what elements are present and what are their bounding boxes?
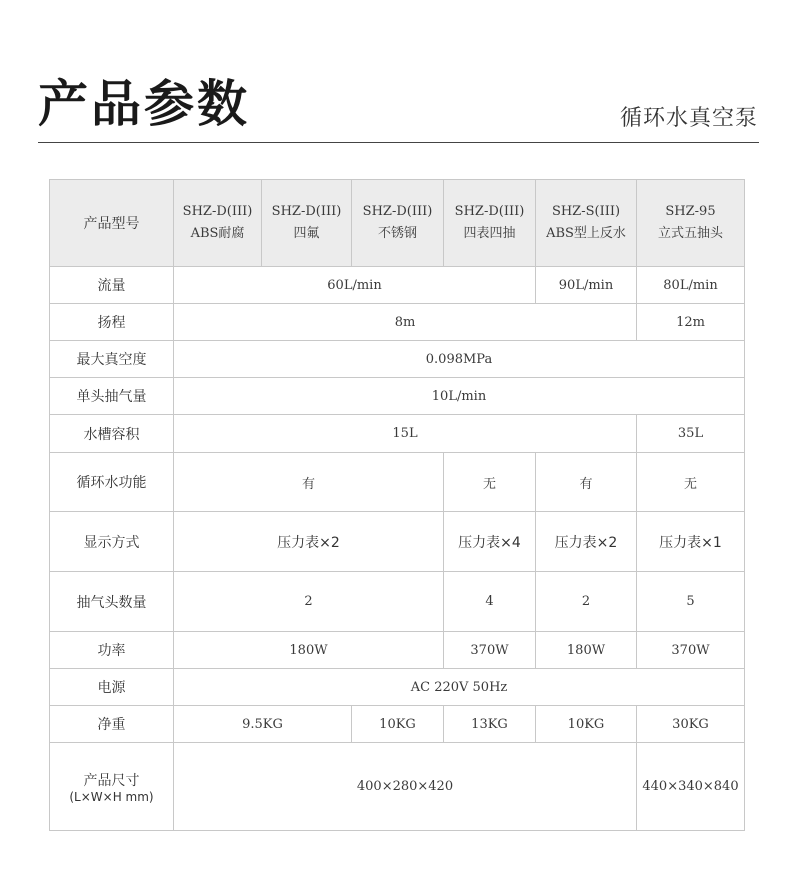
table-cell: 5: [637, 572, 745, 632]
model-cell: [262, 180, 352, 267]
table-cell: 370W: [444, 632, 536, 669]
row-label: 水槽容积: [50, 415, 174, 453]
title-divider: [38, 142, 759, 143]
row-label: 功率: [50, 632, 174, 669]
table-cell: 无: [637, 453, 745, 512]
model-desc: 立式五抽头: [657, 226, 723, 241]
size-label: 产品尺寸: [83, 772, 140, 789]
table-cell: 0.098MPa: [174, 341, 745, 378]
model-cell: [637, 180, 745, 267]
table-cell: 有: [536, 453, 637, 512]
table-cell: 90L/min: [536, 267, 637, 304]
model-desc: ABS型上反水: [546, 226, 626, 241]
model-name: SHZ-D(III): [454, 204, 525, 219]
table-cell: 60L/min: [174, 267, 536, 304]
table-cell: 13KG: [444, 706, 536, 743]
table-cell: 9.5KG: [174, 706, 352, 743]
table-row-circulation: [50, 453, 745, 512]
table-row-weight: [50, 706, 745, 743]
table-row-tank: [50, 415, 745, 453]
model-name: SHZ-S(III): [551, 204, 621, 219]
table-cell: 压力表×2: [174, 512, 444, 572]
table-row-head: [50, 304, 745, 341]
table-cell: 无: [444, 453, 536, 512]
table-cell: 180W: [174, 632, 444, 669]
page-subtitle: 循环水真空泵: [619, 106, 758, 131]
model-cell: [536, 180, 637, 267]
table-cell: 15L: [174, 415, 637, 453]
model-name: SHZ-95: [665, 204, 716, 219]
model-cell: [444, 180, 536, 267]
table-cell: 440×340×840: [637, 743, 745, 831]
row-label: 显示方式: [50, 512, 174, 572]
model-desc: 不锈钢: [377, 226, 417, 241]
model-name: SHZ-D(III): [362, 204, 433, 219]
table-cell: 压力表×1: [637, 512, 745, 572]
table-cell: 10L/min: [174, 378, 745, 415]
table-row-supply: [50, 669, 745, 706]
row-label: 扬程: [50, 304, 174, 341]
row-label: 电源: [50, 669, 174, 706]
row-label: 单头抽气量: [50, 378, 174, 415]
table-row-taps: [50, 572, 745, 632]
table-cell: 180W: [536, 632, 637, 669]
table-cell: 压力表×4: [444, 512, 536, 572]
header-label: 产品型号: [50, 180, 174, 267]
table-row-power: [50, 632, 745, 669]
table-cell: 2: [536, 572, 637, 632]
table-cell: 30KG: [637, 706, 745, 743]
table-cell: 压力表×2: [536, 512, 637, 572]
table-row-size: [50, 743, 745, 831]
row-label: 净重: [50, 706, 174, 743]
table-header-row: [50, 180, 745, 267]
model-name: SHZ-D(III): [271, 204, 342, 219]
size-unit-label: (L×W×H mm): [69, 789, 154, 804]
table-row-flow: [50, 267, 745, 304]
table-cell: 10KG: [536, 706, 637, 743]
table-row-display: [50, 512, 745, 572]
table-cell: AC 220V 50Hz: [174, 669, 745, 706]
model-name: SHZ-D(III): [182, 204, 253, 219]
table-cell: 12m: [637, 304, 745, 341]
model-desc: 四氟: [293, 226, 320, 241]
row-label: 流量: [50, 267, 174, 304]
row-label: 循环水功能: [50, 453, 174, 512]
row-label: 抽气头数量: [50, 572, 174, 632]
model-cell: [174, 180, 262, 267]
table-cell: 370W: [637, 632, 745, 669]
row-label: [50, 743, 174, 831]
table-cell: 有: [174, 453, 444, 512]
table-cell: 10KG: [352, 706, 444, 743]
model-desc: ABS耐腐: [190, 226, 245, 241]
model-desc: 四表四抽: [463, 226, 516, 241]
table-cell: 4: [444, 572, 536, 632]
table-row-pumping: [50, 378, 745, 415]
table-cell: 400×280×420: [174, 743, 637, 831]
spec-table: [49, 179, 745, 831]
model-cell: [352, 180, 444, 267]
row-label: 最大真空度: [50, 341, 174, 378]
table-cell: 35L: [637, 415, 745, 453]
table-cell: 80L/min: [637, 267, 745, 304]
table-cell: 8m: [174, 304, 637, 341]
table-cell: 2: [174, 572, 444, 632]
page-title: 产品参数: [38, 75, 250, 133]
table-row-vacuum: [50, 341, 745, 378]
